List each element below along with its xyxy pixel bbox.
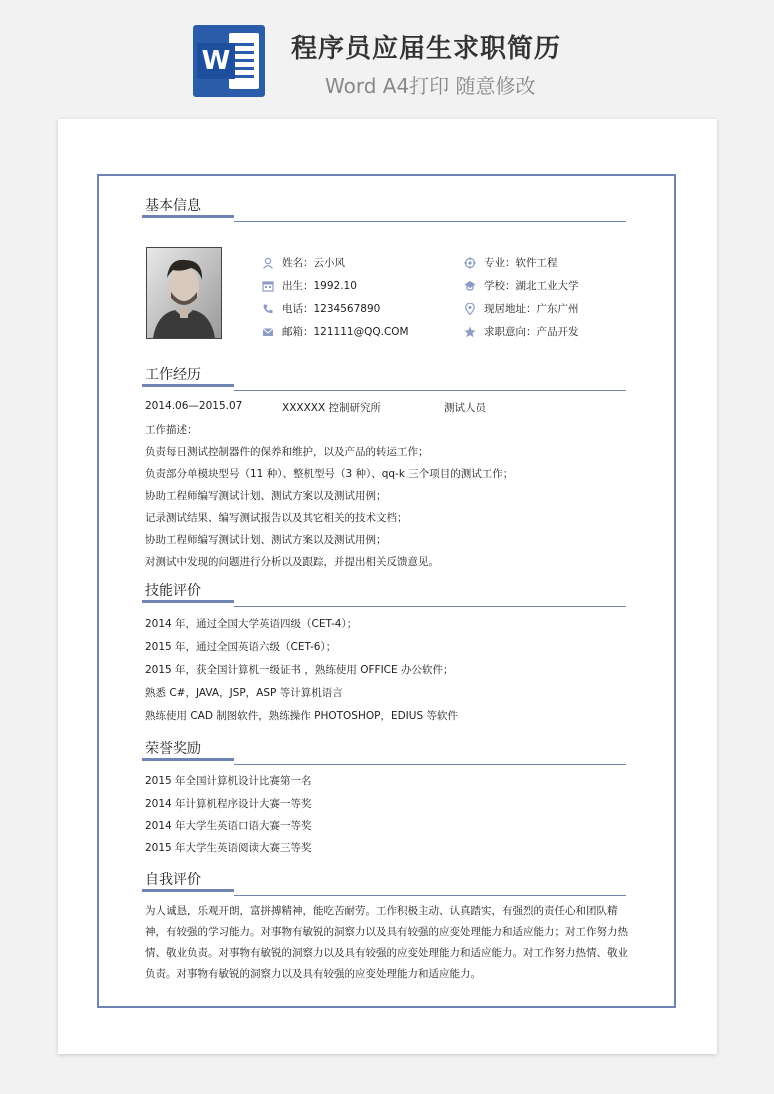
info-school: 学校：湖北工业大学	[484, 280, 579, 292]
work-line: 工作描述：	[145, 424, 198, 436]
work-line: 对测试中发现的问题进行分析以及跟踪，并提出相关反馈意见。	[145, 556, 439, 568]
work-company: XXXXXX 控制研究所	[282, 402, 381, 414]
section-divider	[234, 764, 626, 765]
section-title-basic: 基本信息	[145, 198, 201, 214]
honor-item: 2015 年大学生英语阅读大赛三等奖	[145, 842, 312, 854]
info-intent: 求职意向：产品开发	[484, 326, 579, 338]
info-phone: 电话：1234567890	[282, 303, 381, 315]
skill-item: 2015 年，通过全国英语六级（CET-6）；	[145, 641, 337, 653]
section-divider	[234, 606, 626, 607]
target-icon	[464, 257, 476, 269]
phone-icon	[262, 303, 274, 315]
section-title-work: 工作经历	[145, 367, 201, 383]
section-underline-tab	[142, 758, 234, 761]
section-divider	[234, 895, 626, 896]
skill-item: 2014 年，通过全国大学英语四级（CET-4）；	[145, 618, 358, 630]
work-line: 协助工程师编写测试计划、测试方案以及测试用例；	[145, 490, 387, 502]
skill-item: 2015 年，获全国计算机一级证书 ，熟练使用 OFFICE 办公软件；	[145, 664, 454, 676]
word-logo-icon	[193, 25, 265, 97]
section-title-honors: 荣誉奖励	[145, 741, 201, 757]
mail-icon	[262, 326, 274, 338]
header-banner	[0, 0, 774, 110]
work-line: 记录测试结果、编写测试报告以及其它相关的技术文档；	[145, 512, 408, 524]
self-evaluation-text: 为人诚恳，乐观开朗，富拼搏精神，能吃苦耐劳。工作积极主动、认真踏实，有强烈的责任心和团队精神，有较强的学习能力。对事物有敏锐的洞察力以及具有较强的应变处理能力和适应能力；对工作努力热情、敬业负责。对事物有敏锐的洞察力以及具有较强的应变处理能力和适应能力。对工作努力热情、敬业负责。对事物有敏锐的洞察力以及具有较强的应变处理能力和适应能力。	[145, 905, 628, 980]
section-underline-tab	[142, 600, 234, 603]
info-email: 邮箱：121111@QQ.COM	[282, 326, 409, 338]
work-line: 协助工程师编写测试计划、测试方案以及测试用例；	[145, 534, 387, 546]
work-line: 负责部分单模块型号（11 种）、整机型号（3 种）、qq-k 三个项目的测试工作；	[145, 468, 514, 480]
banner-subtitle: Word A4打印 随意修改	[325, 74, 536, 98]
section-title-self: 自我评价	[145, 872, 201, 888]
skill-item: 熟练使用 CAD 制图软件，熟练操作 PHOTOSHOP，EDIUS 等软件	[145, 710, 458, 722]
work-line: 负责每日测试控制器件的保养和维护，以及产品的转运工作；	[145, 446, 429, 458]
calendar-icon	[262, 280, 274, 292]
graduation-cap-icon	[464, 280, 476, 292]
star-icon	[464, 326, 476, 338]
info-birth: 出生：1992.10	[282, 280, 357, 292]
work-period: 2014.06—2015.07	[145, 400, 243, 412]
person-icon	[262, 257, 274, 269]
work-role: 测试人员	[444, 402, 486, 414]
section-underline-tab	[142, 889, 234, 892]
section-underline-tab	[142, 215, 234, 218]
section-title-skills: 技能评价	[145, 583, 201, 599]
honor-item: 2015 年全国计算机设计比赛第一名	[145, 775, 312, 787]
resume-page	[58, 119, 717, 1054]
info-major: 专业：软件工程	[484, 257, 558, 269]
info-name: 姓名：云小风	[282, 257, 345, 269]
info-address: 现居地址：广东广州	[484, 303, 579, 315]
honor-item: 2014 年计算机程序设计大赛一等奖	[145, 798, 312, 810]
word-logo-letter: W	[197, 43, 235, 79]
skill-item: 熟悉 C#，JAVA，JSP，ASP 等计算机语言	[145, 687, 343, 699]
profile-photo	[146, 247, 222, 339]
section-underline-tab	[142, 384, 234, 387]
section-divider	[234, 390, 626, 391]
honor-item: 2014 年大学生英语口语大赛一等奖	[145, 820, 312, 832]
banner-title: 程序员应届生求职简历	[291, 34, 562, 64]
location-pin-icon	[464, 303, 476, 315]
section-divider	[234, 221, 626, 222]
